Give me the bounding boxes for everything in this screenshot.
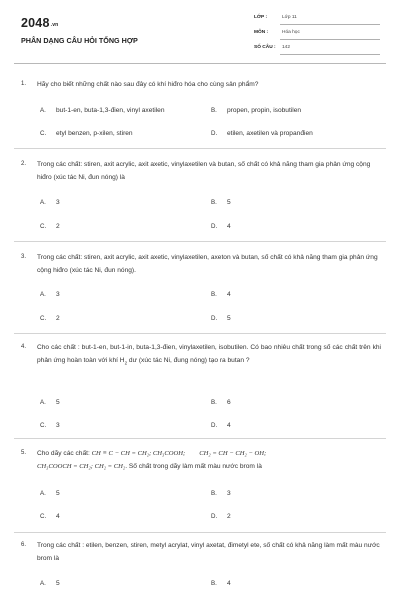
option-c[interactable]: C. etyl benzen, p-xilen, stiren [40,130,133,137]
header-divider [14,63,386,64]
option-c[interactable]: C. 3 [40,422,60,429]
option-a[interactable]: A. 5 [40,490,60,497]
option-b[interactable]: B. 3 [211,490,231,497]
meta-class [254,14,380,25]
option-a[interactable]: A. 3 [40,291,60,298]
question-number: 6. [21,542,27,548]
option-d[interactable]: D. 4 [211,223,231,230]
option-d[interactable]: D. 2 [211,513,231,520]
question-number: 3. [21,254,27,260]
option-d[interactable]: D. 5 [211,315,231,322]
logo-text: 2048 [21,16,50,30]
meta-count-label: SỐ CÂU : [254,45,276,50]
question-number: 4. [21,344,27,350]
meta-underline [280,39,380,40]
option-b[interactable]: B. 6 [211,399,231,406]
option-b[interactable]: B. 4 [211,291,231,298]
meta-subject-label: MÔN : [254,30,269,35]
question-text: Trong các chất: stiren, axit acrylic, axit axetic, vinylaxetilen, axeton và butan, số chất có khả năng tham gia phản ứng cộng hiđro (xúc tác Ni, đun nóng). [37,254,378,274]
logo-suffix: .vn [50,22,59,28]
option-a[interactable]: A. 5 [40,399,60,406]
question-number: 2. [21,161,27,167]
document-title: PHÂN DẠNG CÂU HỎI TỔNG HỢP [21,36,138,45]
question-number: 1. [21,81,27,87]
question-text: Cho các chất : but-1-en, but-1-in, buta-1,3-đien, vinylaxetilen, isobutilen. Có bao nhiêu chất trong số các chất trên khi phản ứng hoàn toàn với khí $H_2$ dư (xúc tác Ni, đung nóng) tạo ra butan ? [37,344,381,366]
meta-subject-value: Hóa học [282,30,300,35]
question-text: Hãy cho biết những chất nào sau đây có khí hiđro hóa cho cùng sản phẩm? [37,81,259,88]
site-logo[interactable] [21,16,58,30]
question-text: Cho dãy các chất: CH ≡ C − CH = CH₂; CH₃COOH; CH₂ = CH − CH₂ − OH; CH₃COOCH = CH₂; CH₂ = CH₂. Số chất trong dãy làm mất màu nước brom là [37,450,267,470]
meta-subject [254,29,380,40]
option-c[interactable]: C. 2 [40,223,60,230]
option-a[interactable]: A. but-1-en, buta-1,3-đien, vinyl axetilen [40,107,165,114]
question-divider [14,148,386,149]
question-text: Trong các chất: stiren, axit acrylic, axit axetic, vinylaxetilen và butan, số chất có khả năng tham gia phản ứng cộng hiđro (xúc tác Ni, đun nóng) là [37,161,371,181]
option-a[interactable]: A. 3 [40,199,60,206]
meta-count-value: 142 [282,45,291,50]
meta-count [254,44,380,55]
option-b[interactable]: B. propen, propin, isobutilen [211,107,302,114]
option-c[interactable]: C. 2 [40,315,60,322]
option-c[interactable]: C. 4 [40,513,60,520]
question-divider [14,333,386,334]
meta-underline [280,24,380,25]
meta-underline [280,54,380,55]
option-d[interactable]: D. etilen, axetilen và propanđien [211,130,313,137]
option-b[interactable]: B. 4 [211,580,231,587]
question-divider [14,532,386,533]
question-number: 5. [21,450,27,456]
meta-class-value: Lớp 11 [282,15,297,20]
meta-class-label: LỚP : [254,15,268,20]
question-divider [14,438,386,439]
option-d[interactable]: D. 4 [211,422,231,429]
option-a[interactable]: A. 5 [40,580,60,587]
option-b[interactable]: B. 5 [211,199,231,206]
question-divider [14,241,386,242]
question-text: Trong các chất : etilen, benzen, stiren, metyl acrylat, vinyl axetat, đimetyl ete, số chất có khả năng làm mất màu nước brom là [37,542,380,562]
